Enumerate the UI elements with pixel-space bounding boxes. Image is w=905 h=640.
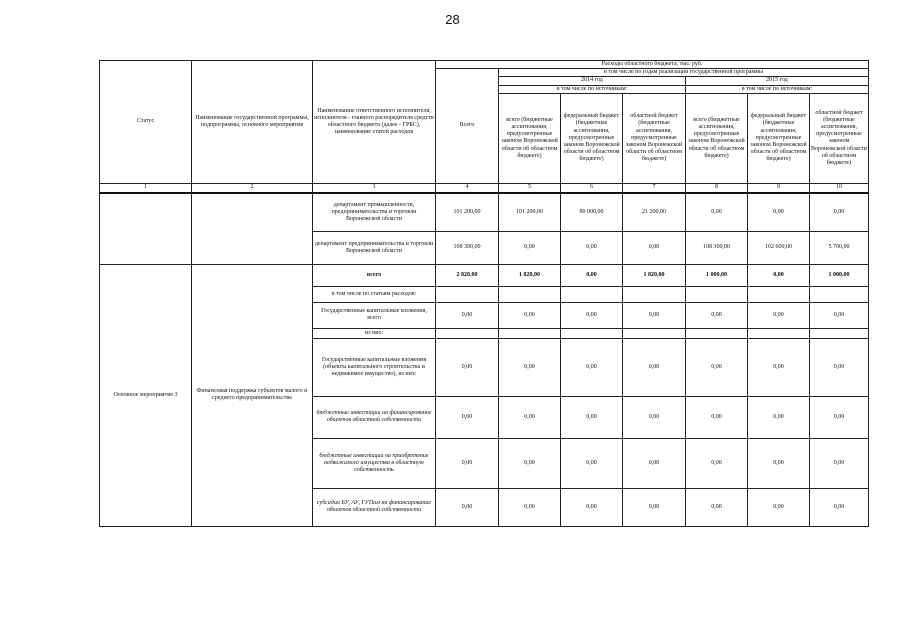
column-number: 1 xyxy=(100,183,192,193)
row-label: Государственные капитальные вложения, всего xyxy=(313,302,436,328)
value-2014-federal: 0,00 xyxy=(561,264,623,286)
value-2015-federal: 0,00 xyxy=(748,488,810,526)
value-2015-total: 108 300,00 xyxy=(686,231,748,264)
value-2014-total: 0,00 xyxy=(499,231,561,264)
value-2014-total xyxy=(499,286,561,302)
value-2015-regional: 0,00 xyxy=(810,193,869,231)
header-status: Статус xyxy=(100,61,192,184)
header-total-budget-2015: всего (бюджетные ассигнования, предусмотренные законом Воронежской области об областном бюджете) xyxy=(686,93,748,183)
table-row xyxy=(100,264,869,286)
value-2014-total: 0,00 xyxy=(499,396,561,438)
value-2014-federal: 0,00 xyxy=(561,302,623,328)
row-label: всего xyxy=(313,264,436,286)
column-number: 5 xyxy=(499,183,561,193)
value-2014-regional: 0,00 xyxy=(623,396,686,438)
value-2014-regional: 0,00 xyxy=(623,231,686,264)
value-2014-federal xyxy=(561,328,623,338)
value-2014-federal: 0,00 xyxy=(561,488,623,526)
value-2015-total xyxy=(686,328,748,338)
page-number: 28 xyxy=(445,12,460,27)
column-number: 3 xyxy=(313,183,436,193)
row-status: Основное мероприятие 3 xyxy=(100,264,192,526)
value-2014-regional xyxy=(623,286,686,302)
value-2014-regional xyxy=(623,328,686,338)
value-2014-total: 0,00 xyxy=(499,488,561,526)
value-2014-regional: 0,00 xyxy=(623,302,686,328)
header-program-name: Наименование государственной программы, подпрограммы, основного мероприятия xyxy=(192,61,313,184)
value-2014-regional: 0,00 xyxy=(623,338,686,396)
value-2014-regional: 21 200,00 xyxy=(623,193,686,231)
row-label: субсидии БУ, АУ, ГУПам на финансирование объектов областной собственности xyxy=(313,488,436,526)
value-2015-total: 0,00 xyxy=(686,302,748,328)
value-2014-regional: 0,00 xyxy=(623,438,686,488)
value-2015-regional xyxy=(810,328,869,338)
value-2014-total: 1 820,00 xyxy=(499,264,561,286)
header-year-2015: 2015 год xyxy=(686,77,869,85)
column-number: 6 xyxy=(561,183,623,193)
value-total: 0,00 xyxy=(436,338,499,396)
row-label: из них: xyxy=(313,328,436,338)
value-2014-federal xyxy=(561,286,623,302)
budget-table xyxy=(99,60,869,527)
value-total xyxy=(436,286,499,302)
value-2014-total: 0,00 xyxy=(499,338,561,396)
value-2015-regional: 0,00 xyxy=(810,488,869,526)
column-number: 8 xyxy=(686,183,748,193)
value-2014-federal: 80 000,00 xyxy=(561,193,623,231)
value-2015-federal: 0,00 xyxy=(748,264,810,286)
value-2014-federal: 0,00 xyxy=(561,338,623,396)
value-2015-federal: 0,00 xyxy=(748,438,810,488)
value-2015-federal xyxy=(748,286,810,302)
value-2015-total: 1 000,00 xyxy=(686,264,748,286)
value-2014-total: 0,00 xyxy=(499,302,561,328)
header-by-sources-2014: в том числе по источникам: xyxy=(499,85,686,93)
value-2015-regional: 5 700,00 xyxy=(810,231,869,264)
value-2015-federal: 102 600,00 xyxy=(748,231,810,264)
value-2014-federal: 0,00 xyxy=(561,396,623,438)
column-number: 10 xyxy=(810,183,869,193)
row-label: бюджетные инвестиции на финансирование объектов областной собственности xyxy=(313,396,436,438)
header-by-years: в том числе по годам реализации государственной программы xyxy=(499,69,869,77)
header-expenses: Расходы областного бюджета, тыс. руб. xyxy=(436,61,869,69)
row-label: в том числе по статьям расходов: xyxy=(313,286,436,302)
value-2014-total: 101 200,00 xyxy=(499,193,561,231)
value-2015-regional: 0,00 xyxy=(810,302,869,328)
value-2015-regional xyxy=(810,286,869,302)
row-label: бюджетные инвестиции на приобретение недвижимого имущества в областную собственность xyxy=(313,438,436,488)
column-number: 9 xyxy=(748,183,810,193)
value-total: 0,00 xyxy=(436,396,499,438)
row-label: департамент промышленности, предпринимательства и торговли Воронежской области xyxy=(313,193,436,231)
row-status xyxy=(100,193,192,264)
value-2015-total: 0,00 xyxy=(686,193,748,231)
value-2015-federal: 0,00 xyxy=(748,193,810,231)
value-total: 0,00 xyxy=(436,438,499,488)
value-2015-federal: 0,00 xyxy=(748,396,810,438)
column-number: 4 xyxy=(436,183,499,193)
row-label: Государственные капитальные вложения (объекты капитального строительства и недвижимое имущество), из них: xyxy=(313,338,436,396)
value-2015-total xyxy=(686,286,748,302)
header-year-2014: 2014 год xyxy=(499,77,686,85)
header-regional-2015: областной бюджет (бюджетные ассигнования, предусмотренные законом Воронежской области об областном бюджете) xyxy=(810,93,869,183)
value-2014-total xyxy=(499,328,561,338)
value-2015-total: 0,00 xyxy=(686,338,748,396)
value-total: 0,00 xyxy=(436,488,499,526)
value-total: 101 200,00 xyxy=(436,193,499,231)
row-label: департамент предпринимательства и торговли Воронежской области xyxy=(313,231,436,264)
row-program-name: Финансовая поддержка субъектов малого и среднего предпринимательства xyxy=(192,264,313,526)
value-2015-regional: 0,00 xyxy=(810,438,869,488)
value-total: 108 300,00 xyxy=(436,231,499,264)
column-number: 7 xyxy=(623,183,686,193)
value-total: 2 820,00 xyxy=(436,264,499,286)
column-number: 2 xyxy=(192,183,313,193)
value-2014-federal: 0,00 xyxy=(561,231,623,264)
value-total: 0,00 xyxy=(436,302,499,328)
row-program-name xyxy=(192,193,313,264)
value-2014-federal: 0,00 xyxy=(561,438,623,488)
value-2014-regional: 1 820,00 xyxy=(623,264,686,286)
value-2015-total: 0,00 xyxy=(686,488,748,526)
value-2015-federal: 0,00 xyxy=(748,338,810,396)
value-2014-total: 0,00 xyxy=(499,438,561,488)
header-by-sources-2015: в том числе по источникам: xyxy=(686,85,869,93)
header-regional-2014: областной бюджет (бюджетные ассигнования, предусмотренные законом Воронежской области об областном бюджете) xyxy=(623,93,686,183)
value-2015-regional: 1 000,00 xyxy=(810,264,869,286)
value-2014-regional: 0,00 xyxy=(623,488,686,526)
value-2015-regional: 0,00 xyxy=(810,396,869,438)
value-2015-federal xyxy=(748,328,810,338)
value-total xyxy=(436,328,499,338)
value-2015-total: 0,00 xyxy=(686,396,748,438)
header-total-budget-2014: всего (бюджетные ассигнования, предусмотренные законом Воронежской области об областном бюджете) xyxy=(499,93,561,183)
header-federal-2015: федеральный бюджет (бюджетные ассигнования, предусмотренные законом Воронежской области об областном бюджете) xyxy=(748,93,810,183)
header-executor: Наименование ответственного исполнителя, исполнителя - главного распорядителя средств областного бюджета (далее - ГРБС), наименование статей расходов xyxy=(313,61,436,184)
value-2015-total: 0,00 xyxy=(686,438,748,488)
header-federal-2014: федеральный бюджет (бюджетные ассигнования, предусмотренные законом Воронежской области об областном бюджете) xyxy=(561,93,623,183)
value-2015-federal: 0,00 xyxy=(748,302,810,328)
table-row xyxy=(100,193,869,231)
header-total: Всего xyxy=(436,69,499,184)
value-2015-regional: 0,00 xyxy=(810,338,869,396)
